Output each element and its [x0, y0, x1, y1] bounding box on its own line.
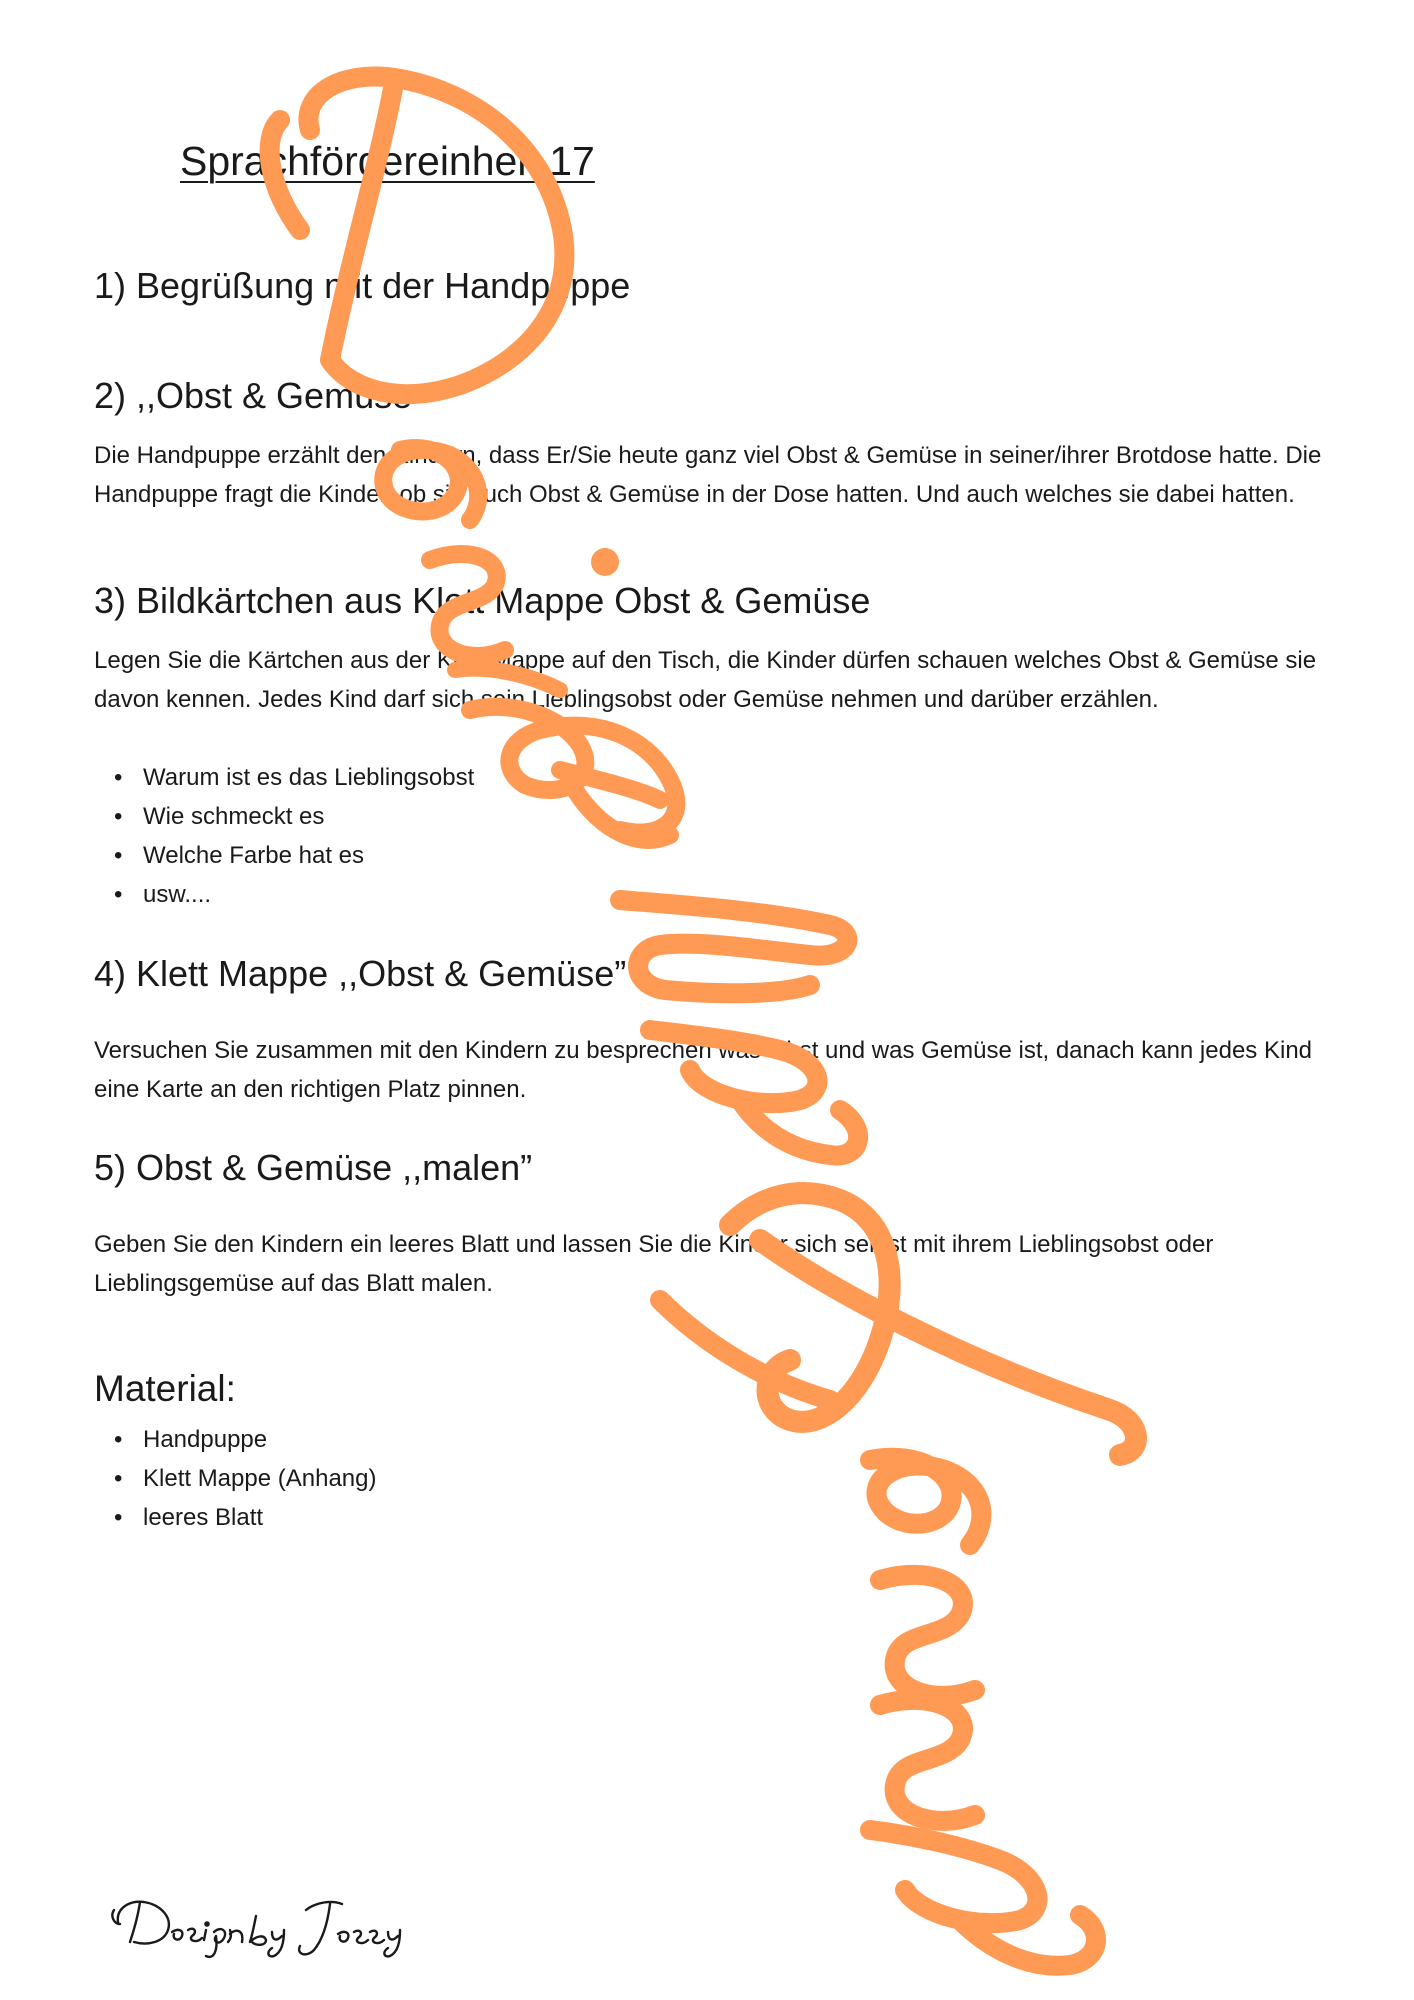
list-item-text: Klett Mappe (Anhang)	[143, 1465, 377, 1492]
bullet-icon: •	[114, 1504, 123, 1531]
list-item-text: leeres Blatt	[143, 1504, 264, 1531]
bullet-icon: •	[114, 803, 123, 830]
section-3-text: Legen Sie die Kärtchen aus der Klett Mappe auf den Tisch, die Kinder dürfen schauen welches Obst & Gemüse sie davon kennen. Jedes Kind darf sich sein Lieblingsobst oder Gemüse nehmen und darüber erzählen.	[94, 647, 1317, 713]
watermark-stroke	[620, 900, 847, 993]
list-item	[94, 836, 474, 875]
bullet-icon: •	[114, 764, 123, 791]
section-2-text: Die Handpuppe erzählt den Kindern, dass Er/Sie heute ganz viel Obst & Gemüse in seiner/ihrer Brotdose hatte. Die Handpuppe fragt die Kinder, ob sie auch Obst & Gemüse in der Dose hatten. Und auch welches sie dabei hatten.	[94, 442, 1322, 508]
watermark-stroke	[270, 77, 565, 395]
bullet-icon: •	[114, 881, 123, 908]
material-list	[94, 1420, 376, 1537]
list-item-text: Welche Farbe hat es	[143, 842, 365, 869]
watermark-stroke	[560, 770, 670, 840]
list-item-text: Handpuppe	[143, 1426, 268, 1453]
page-title: Sprachfördereinheit 17	[180, 138, 595, 184]
watermark-stroke	[870, 1458, 981, 1545]
list-item	[94, 1498, 376, 1537]
list-item-text: usw....	[143, 881, 212, 908]
section-2-heading: 2) ,,Obst & Gemüse	[94, 375, 413, 416]
list-item-text: Wie schmeckt es	[143, 803, 325, 830]
material-heading: Material:	[94, 1368, 236, 1409]
list-item	[94, 758, 474, 797]
bullet-icon: •	[114, 842, 123, 869]
section-3-bullet-list	[94, 758, 474, 914]
bullet-icon: •	[114, 1426, 123, 1453]
list-item	[94, 797, 474, 836]
list-item	[94, 875, 474, 914]
list-item	[94, 1459, 376, 1498]
section-4-text: Versuchen Sie zusammen mit den Kindern zu besprechen was Obst und was Gemüse ist, danach kann jedes Kind eine Karte an den richtigen Platz pinnen.	[94, 1037, 1313, 1103]
watermark-stroke	[880, 1700, 975, 1821]
watermark-stroke	[470, 707, 676, 833]
watermark-dot	[591, 548, 619, 576]
list-item	[94, 1420, 376, 1459]
section-5-text: Geben Sie den Kindern ein leeres Blatt und lassen Sie die Kinder sich selbst mit ihrem Lieblingsobst oder Lieblingsgemüse auf das Blatt malen.	[94, 1231, 1214, 1297]
section-4-heading: 4) Klett Mappe ,,Obst & Gemüse”	[94, 953, 627, 994]
bullet-icon: •	[114, 1465, 123, 1492]
section-1-heading: 1) Begrüßung mit der Handpuppe	[94, 265, 631, 306]
list-item-text: Warum ist es das Lieblingsobst	[143, 764, 475, 791]
watermark-stroke	[880, 1575, 975, 1696]
watermark-stroke	[870, 1830, 1096, 1966]
watermark-stroke	[660, 1300, 830, 1400]
section-3-heading: 3) Bildkärtchen aus Klett Mappe Obst & Gemüse	[94, 580, 871, 621]
footer-signature-icon	[110, 1880, 410, 1960]
section-5-heading: 5) Obst & Gemüse ,,malen”	[94, 1147, 533, 1188]
